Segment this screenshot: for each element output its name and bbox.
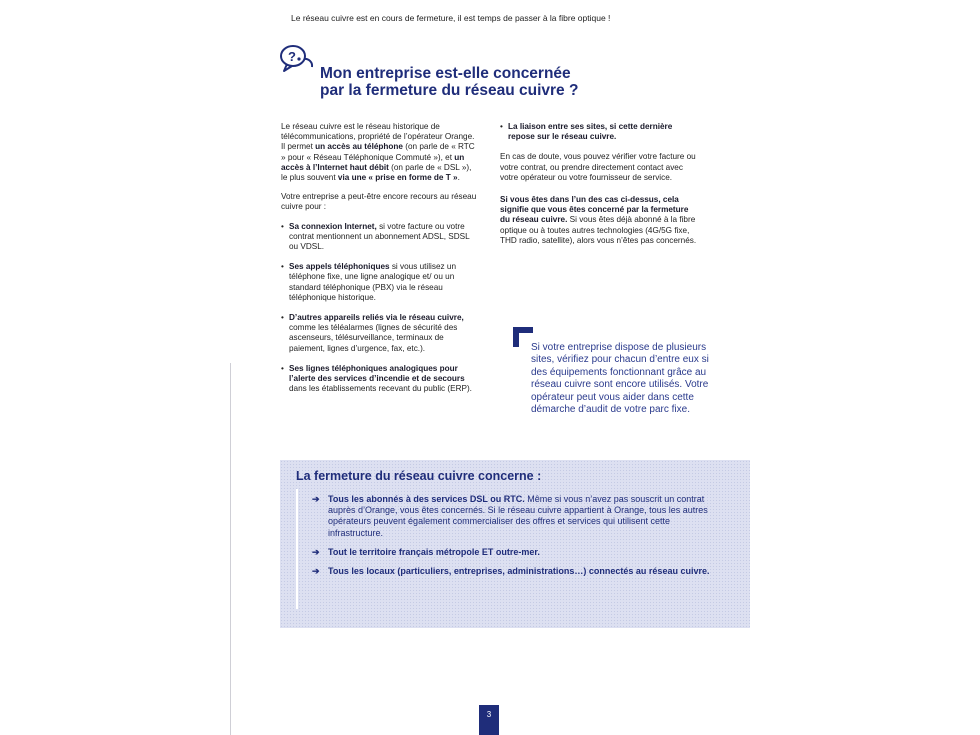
info-box-item: ➔ Tous les locaux (particuliers, entreprises, administrations…) connectés au réseau cuivre.: [312, 566, 710, 577]
arrow-right-icon: ➔: [312, 566, 320, 577]
question-bubble-icon: [278, 43, 316, 75]
list-item: • D’autres appareils reliés via le réseau cuivre, comme les téléalarmes (lignes de sécurité des ascenseurs, télésurveillance, terminaux de paiement, lignes d’urgence, fax, etc.).: [281, 313, 478, 354]
usage-list: [281, 222, 478, 395]
list-item: • Sa connexion Internet, si votre facture ou votre contrat mentionnent un abonnement ADSL, SDSL ou VDSL.: [281, 222, 478, 253]
list-item: • Ses appels téléphoniques si vous utilisez un téléphone fixe, une ligne analogique et/ ou un standard téléphonique (PBX) via le réseau téléphonique historique.: [281, 262, 478, 303]
doubt-paragraph: En cas de doute, vous pouvez vérifier votre facture ou votre contrat, ou prendre directement contact avec votre opérateur ou votre fournisseur de service.: [500, 152, 696, 182]
arrow-right-icon: ➔: [312, 546, 320, 557]
callout-quote: Si votre entreprise dispose de plusieurs sites, vérifiez pour chacun d’entre eux si des équipements fonctionnant grâce au réseau cuivre sont encore utilisés. Votre opérateur peut vous aider dans cette démarche d’audit de votre parc fixe.: [531, 342, 709, 416]
title-line-1: Mon entreprise est-elle concernée: [320, 65, 571, 82]
concerned-paragraph: Si vous êtes dans l’un des cas ci-dessus, cela signifie que vous êtes concerné par la fermeture du réseau cuivre. Si vous êtes déjà abonné à la fibre optique ou à toutes autres technologies (4G/5G fixe, THD radio, satellite), alors vous n’êtes pas concernés.: [500, 195, 697, 245]
right-column: [500, 122, 700, 255]
margin-divider: [230, 363, 231, 735]
list-item: • La liaison entre ses sites, si cette dernière repose sur le réseau cuivre.: [500, 122, 700, 142]
intro-paragraph: Le réseau cuivre est le réseau historique de télécommunications, propriété de l’opérateur Orange. Il permet un accès au téléphone (on parle de « RTC » pour « Réseau Téléphonique Commuté »), et un accès à l’Internet haut débit (on parle de « DSL »), le plus souvent via une « prise en forme de T ».: [281, 122, 475, 183]
info-box-bar: [296, 489, 298, 609]
svg-text:?: ?: [288, 49, 296, 64]
page-title: [320, 65, 578, 99]
page-header: Le réseau cuivre est en cours de fermeture, il est temps de passer à la fibre optique !: [291, 13, 611, 23]
title-line-2: par la fermeture du réseau cuivre ?: [320, 82, 579, 99]
left-column: [281, 122, 478, 404]
usage-list-continued: [500, 122, 700, 142]
list-item: • Ses lignes téléphoniques analogiques pour l’alerte des services d’incendie et de secours dans les établissements recevant du public (ERP).: [281, 364, 478, 395]
info-box-title: La fermeture du réseau cuivre concerne :: [296, 469, 542, 483]
usage-intro: Votre entreprise a peut-être encore recours au réseau cuivre pour :: [281, 192, 477, 212]
info-box-list: [312, 494, 712, 585]
page-number: 3: [479, 705, 499, 735]
arrow-right-icon: ➔: [312, 494, 320, 504]
info-box-item: ➔ Tout le territoire français métropole ET outre-mer.: [312, 546, 540, 557]
quote-corner-icon: [513, 327, 533, 347]
info-box-item: ➔ Tous les abonnés à des services DSL ou RTC. Même si vous n’avez pas souscrit un contrat auprès d’Orange, vous êtes concernés. Si le réseau cuivre appartient à Orange, tous les autres opérateurs peuvent également commercialiser des offres et services qui utilisent cette infrastructure.: [312, 494, 708, 538]
